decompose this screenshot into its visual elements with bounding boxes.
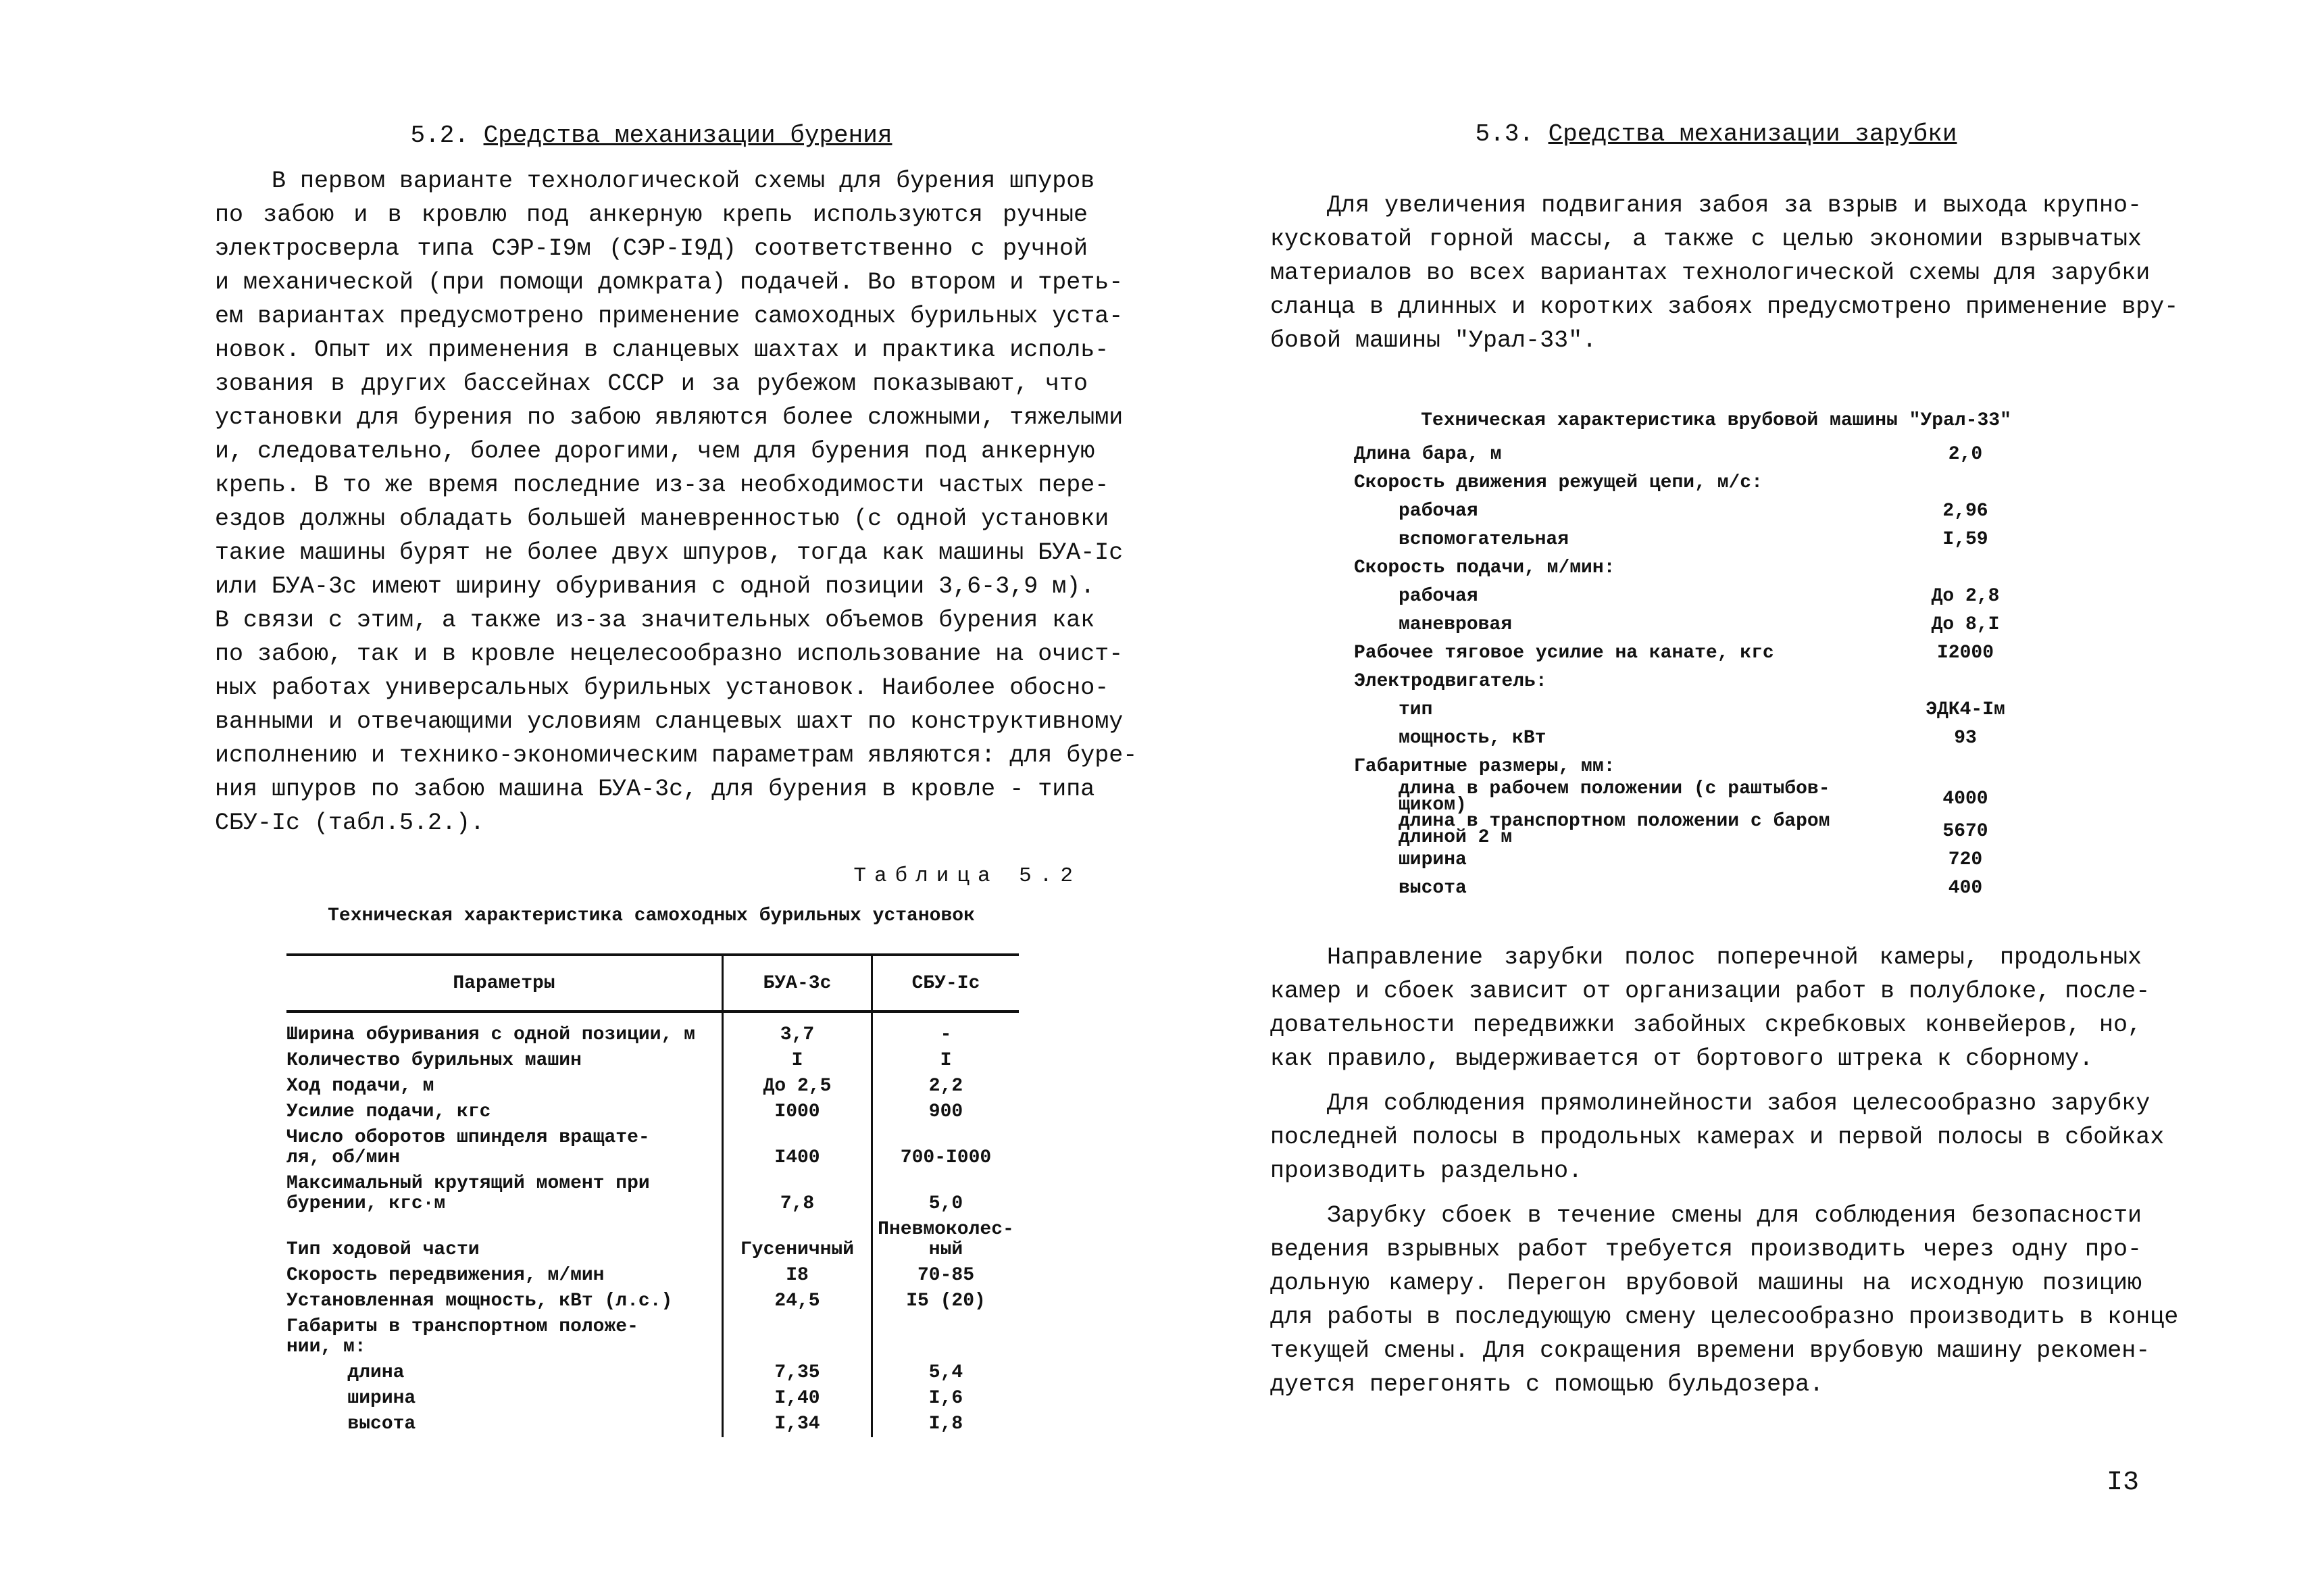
text-line: ем вариантах предусмотрено применение самоходных бурильных уста- (215, 303, 1124, 330)
spec-value: 2,0 (1948, 444, 1983, 465)
left-column (215, 122, 1138, 1437)
table-row (286, 1099, 1019, 1125)
param-cell: Количество бурильных машин (286, 1050, 582, 1071)
spec-value: 4000 (1942, 789, 1988, 809)
text-line: крепь. В то же время последние из-за необходимости частых пере- (215, 472, 1109, 499)
value-cell: 5,4 (872, 1360, 1020, 1386)
text-line: Для увеличения подвигания забоя за взрыв и выхода крупно- (1327, 192, 2142, 219)
value-cell: Пневмоколес- ный (872, 1217, 1020, 1263)
spec-label: Габаритные размеры, мм: (1354, 756, 1615, 777)
spec-row (1354, 811, 2070, 848)
table-row (286, 1171, 1019, 1217)
value-cell: I,8 (872, 1412, 1020, 1437)
table-row (286, 1360, 1019, 1386)
text-line: Направление зарубки полос поперечной камеры, продольных (1327, 944, 2142, 971)
spec-value: До 2,8 (1931, 586, 2000, 607)
param-cell: Ширина обуривания с одной позиции, м (286, 1024, 695, 1045)
spec-value: 400 (1948, 878, 1983, 899)
param-cell: ширина (313, 1388, 416, 1409)
straightness-paragraph (1270, 1087, 2165, 1188)
text-line: исполнению и технико-экономическим параметрам являются: для буре- (215, 742, 1138, 769)
param-cell: Скорость передвижения, м/мин (286, 1265, 605, 1286)
value-cell: 24,5 (723, 1289, 872, 1314)
crosscut-paragraph (1270, 1199, 2179, 1401)
text-line: ванными и отвечающими условиям сланцевых шахт по конструктивному (215, 708, 1124, 735)
text-line: и механической (при помощи домкрата) подачей. Во втором и треть- (215, 269, 1124, 296)
text-line: кусковатой горной массы, а также с целью экономии взрывчатых (1270, 226, 2142, 253)
spec-value: 5670 (1942, 821, 1988, 842)
text-line: зования в других бассейнах СССР и за рубежом показывают, что (215, 370, 1088, 397)
text-line: текущей смены. Для сокращения времени врубовую машину рекомен- (1270, 1337, 2150, 1364)
text-line: такие машины бурят не более двух шпуров, тогда как машины БУА-Iс (215, 539, 1124, 566)
table-row (286, 1412, 1019, 1437)
param-cell: Тип ходовой части (286, 1239, 480, 1260)
section-heading-5-3: 5.3. Средства механизации зарубки (1475, 120, 1957, 148)
spec-label: Рабочее тяговое усилие на канате, кгс (1354, 643, 1774, 664)
spec-row (1354, 582, 2070, 611)
param-cell: длина (313, 1362, 405, 1383)
value-cell: I5 (20) (872, 1289, 1020, 1314)
spec-label: вспомогательная (1399, 529, 1569, 550)
text-line: по забою и в кровлю под анкерную крепь используются ручные (215, 201, 1088, 228)
text-line: камер и сбоек зависит от организации работ в полублоке, после- (1270, 978, 2150, 1005)
spec-row (1354, 846, 2070, 874)
spec-label: рабочая (1399, 501, 1478, 522)
value-cell: 5,0 (872, 1171, 1020, 1217)
value-cell: I (872, 1048, 1020, 1074)
value-cell: 70-85 (872, 1263, 1020, 1289)
value-cell: Гусеничный (723, 1217, 872, 1263)
spec-label: Электродвигатель: (1354, 671, 1547, 692)
value-cell: I000 (723, 1099, 872, 1125)
table-row (286, 1289, 1019, 1314)
spec-row (1354, 497, 2070, 526)
cutter-spec-list (1354, 441, 2070, 903)
param-cell: Установленная мощность, кВт (л.с.) (286, 1291, 673, 1312)
value-cell: 3,7 (723, 1012, 872, 1048)
table-row (286, 1386, 1019, 1412)
value-cell: 900 (872, 1099, 1020, 1125)
table-row (286, 1048, 1019, 1074)
spec-row (1354, 874, 2070, 903)
value-cell: I,6 (872, 1386, 1020, 1412)
value-cell: 2,2 (872, 1074, 1020, 1099)
table-row (286, 1012, 1019, 1048)
col-header-bua3c: БУА-3с (723, 955, 872, 1012)
text-line: ных работах универсальных бурильных установок. Наиболее обосно- (215, 674, 1109, 701)
text-line: СБУ-Iс (табл.5.2.). (215, 809, 485, 837)
text-line: Зарубку сбоек в течение смены для соблюдения безопасности (1327, 1202, 2142, 1229)
text-line: Для соблюдения прямолинейности забоя целесообразно зарубку (1327, 1090, 2150, 1117)
spec-value: I2000 (1936, 643, 1994, 664)
value-cell: I,34 (723, 1412, 872, 1437)
value-cell (872, 1314, 1020, 1360)
spec-label: мощность, кВт (1399, 728, 1546, 749)
text-line: В первом варианте технологической схемы для бурения шпуров (272, 168, 1095, 195)
text-line: дуется перегонять с помощью бульдозера. (1270, 1371, 1824, 1398)
cutting-direction-paragraph (1270, 941, 2150, 1076)
spec-row (1354, 696, 2070, 724)
spec-row (1354, 778, 2070, 816)
col-header-params: Параметры (286, 955, 723, 1012)
spec-label: Скорость подачи, м/мин: (1354, 557, 1615, 578)
table-row (286, 1263, 1019, 1289)
spec-row (1354, 526, 2070, 554)
text-line: для работы в последующую смену целесообразно производить в конце (1270, 1303, 2179, 1330)
spec-label: тип (1399, 699, 1433, 720)
text-line: производить раздельно. (1270, 1157, 1583, 1184)
spec-label: ширина (1399, 849, 1467, 870)
value-cell: До 2,5 (723, 1074, 872, 1099)
table-number: Таблица 5.2 (853, 864, 1081, 888)
value-cell: 7,35 (723, 1360, 872, 1386)
spec-value: До 8,I (1931, 614, 2000, 635)
value-cell: I (723, 1048, 872, 1074)
value-cell: 7,8 (723, 1171, 872, 1217)
text-line: бовой машины "Урал-33". (1270, 327, 1597, 354)
spec-label: высота (1399, 878, 1467, 899)
param-cell: Ход подачи, м (286, 1076, 434, 1097)
param-cell: высота (313, 1414, 416, 1435)
text-line: материалов во всех вариантах технологической схемы для зарубки (1270, 259, 2150, 286)
text-line: ведения взрывных работ требуется производить через одну про- (1270, 1236, 2142, 1263)
value-cell: I,40 (723, 1386, 872, 1412)
section-heading-5-2: 5.2. Средства механизации бурения (410, 122, 892, 149)
value-cell: - (872, 1012, 1020, 1048)
drilling-paragraph (215, 164, 1138, 840)
text-line: или БУА-3с имеют ширину обуривания с одной позиции 3,6-3,9 м). (215, 573, 1095, 600)
text-line: ездов должны обладать большей маневренностью (с одной установки (215, 505, 1109, 532)
text-line: дольную камеру. Перегон врубовой машины на исходную позицию (1270, 1270, 2142, 1297)
col-header-sbu1c: СБУ-Iс (872, 955, 1020, 1012)
text-line: по забою, так и в кровле нецелесообразно использование на очист- (215, 641, 1124, 668)
value-cell (723, 1314, 872, 1360)
spec-row (1354, 441, 2070, 469)
cutting-intro-paragraph (1270, 189, 2179, 357)
table-row (286, 1217, 1019, 1263)
spec-label: длина в рабочем положении (с раштыбов- щиком) (1399, 778, 1830, 816)
spec-value: 720 (1948, 849, 1983, 870)
spec-value: ЭДК4-Iм (1926, 699, 2005, 720)
spec-label: Длина бара, м (1354, 444, 1502, 465)
spec-row (1354, 639, 2070, 668)
value-cell: 700-I000 (872, 1125, 1020, 1171)
param-cell: Габариты в транспортном положе- нии, м: (286, 1316, 638, 1357)
text-line: ния шпуров по забою машина БУА-3с, для бурения в кровле - типа (215, 776, 1095, 803)
param-cell: Максимальный крутящий момент при бурении, кгс·м (286, 1173, 650, 1214)
spec-caption: Техническая характеристика врубовой машины "Урал-33" (1421, 410, 2011, 431)
table-row (286, 1074, 1019, 1099)
text-line: В связи с этим, а также из-за значительных объемов бурения как (215, 607, 1095, 634)
text-line: установки для бурения по забою являются более сложными, тяжелыми (215, 404, 1124, 431)
text-line: сланца в длинных и коротких забоях предусмотрено применение вру- (1270, 293, 2179, 320)
spec-label: длина в транспортном положении с баром длиной 2 м (1399, 811, 1830, 848)
spec-value: 93 (1954, 728, 1977, 749)
spec-row (1354, 611, 2070, 639)
spec-label: рабочая (1399, 586, 1478, 607)
spec-row (1354, 554, 2070, 582)
right-column (1270, 120, 2179, 1401)
spec-row (1354, 753, 2070, 781)
spec-row (1354, 724, 2070, 753)
value-cell: I400 (723, 1125, 872, 1171)
table-row (286, 1314, 1019, 1360)
text-line: электросверла типа СЭР-I9м (СЭР-I9Д) соответственно с ручной (215, 235, 1088, 262)
param-cell: Усилие подачи, кгс (286, 1101, 491, 1122)
text-line: как правило, выдерживается от бортового штрека к сборному. (1270, 1045, 2094, 1072)
page-number: I3 (2107, 1468, 2140, 1498)
spec-label: маневровая (1399, 614, 1513, 635)
text-line: и, следовательно, более дорогими, чем для бурения под анкерную (215, 438, 1095, 465)
spec-label: Скорость движения режущей цепи, м/с: (1354, 472, 1763, 493)
text-line: довательности передвижки забойных скребковых конвейеров, но, (1270, 1012, 2142, 1039)
spec-value: I,59 (1942, 529, 1988, 550)
table-row (286, 1125, 1019, 1171)
text-line: новок. Опыт их применения в сланцевых шахтах и практика исполь- (215, 336, 1109, 364)
table-caption: Техническая характеристика самоходных бурильных установок (328, 905, 975, 926)
drilling-rigs-table (286, 953, 1019, 1437)
param-cell: Число оборотов шпинделя вращате- ля, об/мин (286, 1127, 650, 1168)
spec-row (1354, 668, 2070, 696)
spec-row (1354, 469, 2070, 497)
text-line: последней полосы в продольных камерах и первой полосы в сбойках (1270, 1124, 2165, 1151)
spec-value: 2,96 (1942, 501, 1988, 522)
value-cell: I8 (723, 1263, 872, 1289)
